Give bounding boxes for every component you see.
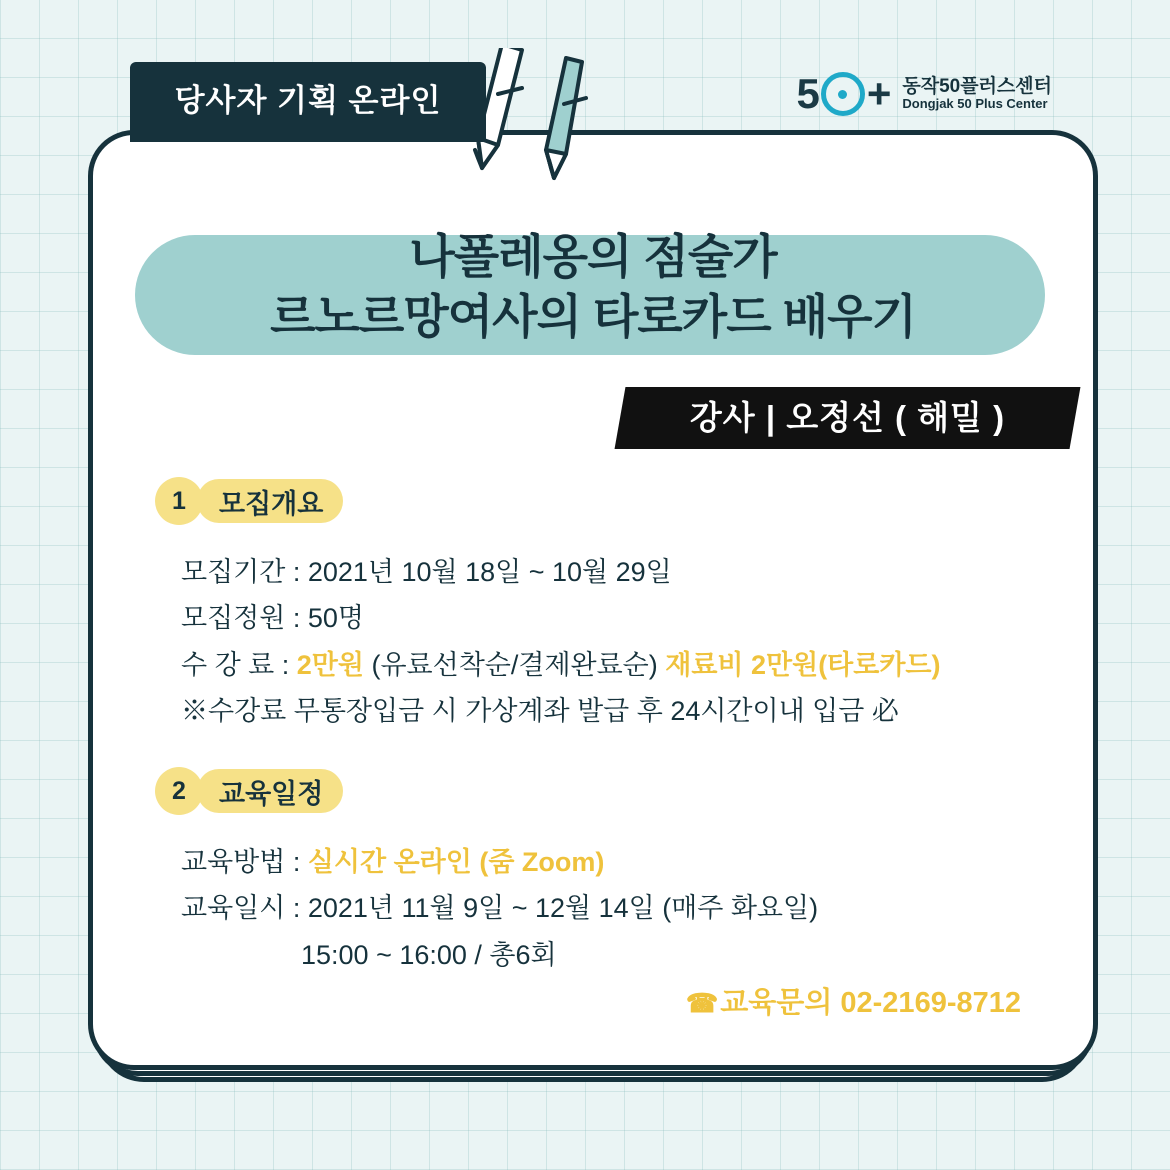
logo-mark — [796, 70, 890, 118]
pencils-illustration — [452, 48, 682, 188]
method-value: 실시간 온라인 (줌 Zoom) — [307, 847, 605, 877]
section-2-line-3: 15:00 ~ 16:00 / 총6회 — [301, 939, 557, 970]
instructor-text: 강사 | 오정선 ( 해밀 ) — [689, 399, 1006, 436]
center-logo — [796, 66, 1052, 122]
section-1-line-3 — [181, 642, 941, 688]
contact-text: 교육문의 02-2169-8712 — [720, 987, 1021, 1019]
section-1-number: 1 — [155, 477, 203, 525]
phone-icon: ☎ — [685, 988, 719, 1018]
ribbon-banner — [130, 62, 486, 140]
ribbon-label: 당사자 기획 온라인 — [174, 83, 442, 118]
section-2-line-2: 교육일시 : 2021년 11월 9일 ~ 12월 14일 (매주 화요일) — [181, 893, 819, 924]
section-1-heading — [155, 475, 941, 527]
section-1-line-4: ※수강료 무통장입금 시 가상계좌 발급 후 24시간이내 입금 必 — [181, 696, 899, 727]
logo-name-ko: 동작50플러스센터 — [902, 75, 1052, 97]
section-2-line-1 — [181, 839, 818, 885]
fee-note: (유료선착순/결제완료순) — [363, 649, 666, 680]
instructor-banner — [615, 387, 1081, 449]
title-line-1: 나폴레옹의 점술가 — [409, 230, 777, 283]
section-1-line-2: 모집정원 : 50명 — [181, 603, 364, 634]
title-line-2: 르노르망여사의 타로카드 배우기 — [270, 290, 916, 344]
section-2-chip — [197, 769, 343, 813]
logo-text-block — [902, 76, 1052, 113]
logo-digit-5: 5 — [796, 70, 819, 117]
section-schedule — [155, 765, 818, 978]
logo-ring-icon — [821, 72, 865, 116]
fee-amount: 2만원 — [296, 649, 364, 680]
section-2-number: 2 — [155, 767, 203, 815]
logo-name-en: Dongjak 50 Plus Center — [902, 96, 1048, 112]
section-1-line-1: 모집기간 : 2021년 10월 18일 ~ 10월 29일 — [181, 557, 672, 587]
section-1-lines — [155, 549, 941, 735]
logo-plus: + — [866, 70, 891, 117]
section-1-label: 모집개요 — [219, 488, 324, 519]
fee-label: 수 강 료 : — [181, 649, 297, 680]
page-stack — [88, 130, 1088, 1085]
contact-info — [686, 980, 1021, 1021]
section-2-heading — [155, 765, 818, 817]
section-1-chip — [197, 479, 343, 523]
section-recruitment — [155, 475, 941, 735]
page-front — [88, 130, 1098, 1070]
method-label: 교육방법 : — [181, 847, 308, 877]
section-2-lines — [155, 839, 818, 978]
pencils-icon — [452, 48, 682, 188]
section-2-label: 교육일정 — [219, 778, 324, 809]
material-fee: 재료비 2만원(타로카드) — [665, 649, 941, 680]
title-block — [93, 227, 1093, 347]
